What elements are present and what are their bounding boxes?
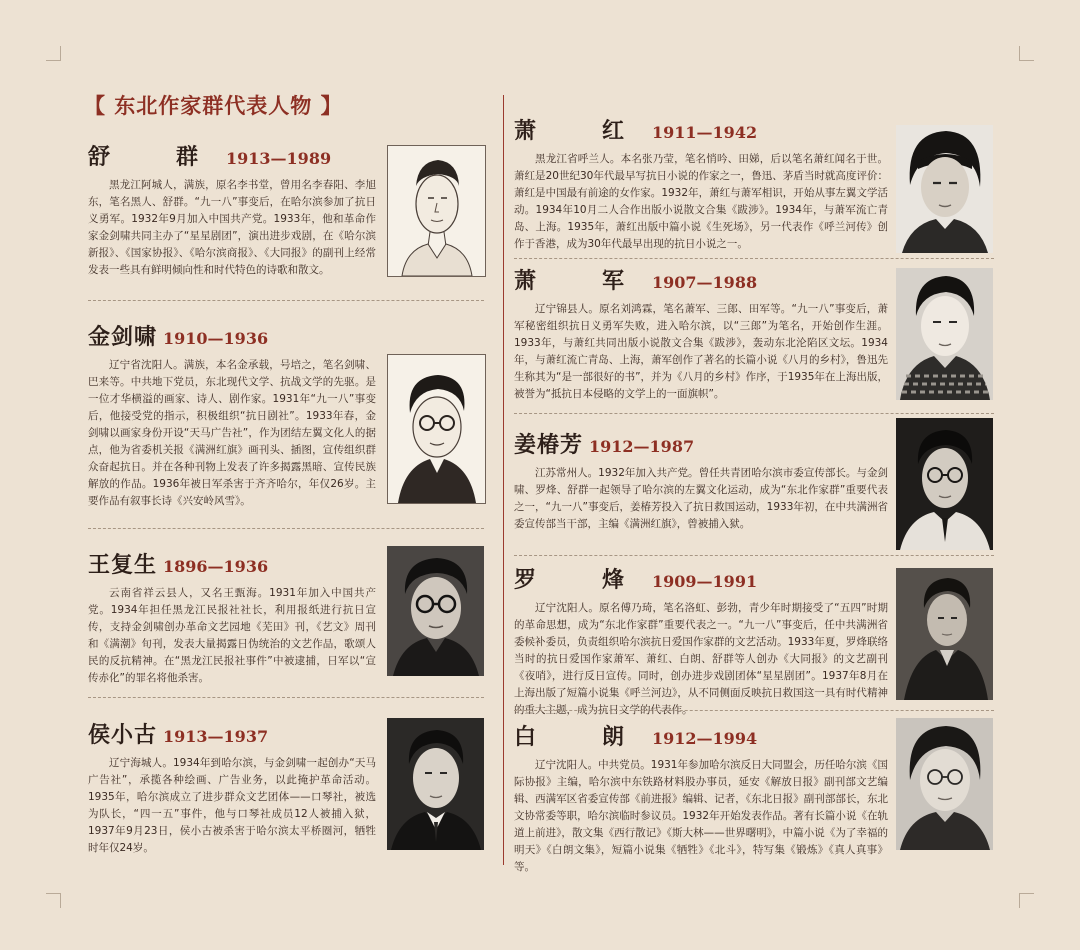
portrait-xiao-jun bbox=[896, 268, 993, 400]
author-entry-wang-fusheng bbox=[88, 548, 376, 687]
author-bio: 辽宁锦县人。原名刘鸿霖，笔名萧军、三郎、田军等。“九一八”事变后，萧军秘密组织抗日义勇军失败，进入哈尔滨，以“三郎”为笔名，开始创作生涯。1933年，与萧红共同出版小说散文合集《跋涉》，轰动东北沦陷区文坛。1934年，与萧红流亡青岛、上海，萧军创作了著名的长篇小说《八月的乡村》，鲁迅先生称其为“是一部很好的书”，并为《八月的乡村》作序，于1935年在上海出版，被誉为“抵抗日本侵略的文学上的一面旗帜”。 bbox=[514, 303, 888, 400]
entry-separator bbox=[514, 710, 994, 711]
author-years: 1913—1937 bbox=[163, 727, 269, 746]
author-name: 姜椿芳 bbox=[514, 432, 584, 458]
crop-mark-top-left bbox=[46, 46, 61, 61]
author-entry-xiao-jun bbox=[514, 264, 888, 403]
author-years: 1912—1987 bbox=[589, 437, 695, 456]
author-bio: 江苏常州人。1932年加入共产党。曾任共青团哈尔滨市委宣传部长。与金剑啸、罗烽、舒群一起领导了哈尔滨的左翼文化运动，成为“东北作家群”重要代表之一，“九一八”事变后，姜椿芳投入了抗日救国运动，1933年初，在中共满洲省委宣传部当干部，主编《满洲红旗》，曾被捕入狱。 bbox=[514, 467, 888, 530]
author-entry-hou-xiaogu bbox=[88, 718, 376, 857]
portrait-sketch-image bbox=[388, 355, 485, 503]
portrait-jin-jianxiao bbox=[387, 354, 486, 504]
author-years: 1896—1936 bbox=[163, 557, 269, 576]
portrait-photo-image bbox=[387, 718, 484, 850]
crop-mark-bottom-left bbox=[46, 893, 61, 908]
portrait-photo-image bbox=[896, 418, 993, 550]
author-bio: 辽宁海城人。1934年到哈尔滨，与金剑啸一起创办“天马广告社”，承揽各种绘画、广告业务，以此掩护革命活动。1935年，哈尔滨成立了进步群众文艺团体——口琴社，被选为队长，“四一五”事件，他与口琴社成员12人被捕入狱，1937年9月23日，侯小古被杀害于哈尔滨太平桥圈河，牺牲时年仅24岁。 bbox=[88, 757, 376, 854]
author-bio: 辽宁省沈阳人。满族，本名金承载，号培之，笔名剑啸、巴来等。中共地下党员，东北现代文学、抗战文学的先驱。是一位才华横溢的画家、诗人、剧作家。1931年“九一八”事变后，他接受党的指示，积极组织“抗日剧社”。1933年春，金剑啸以画家身份开设“天马广告社”，作为团结左翼文化人的据点，他为省委机关报《满洲红旗》画刊头、插图，宣传组织群众奋起抗日。并在各种刊物上发表了许多揭露黑暗、宣传民族解放的作品。1936年被日军杀害于齐齐哈尔，年仅26岁。主要作品有叙事长诗《兴安岭风雪》。 bbox=[88, 359, 376, 507]
portrait-xiao-hong bbox=[896, 125, 993, 253]
crop-mark-top-right bbox=[1019, 46, 1034, 61]
author-years: 1909—1991 bbox=[652, 572, 758, 591]
portrait-shu-qun bbox=[387, 145, 486, 277]
portrait-hou-xiaogu bbox=[387, 718, 484, 850]
author-bio: 黑龙江省呼兰人。本名张乃莹，笔名悄吟、田娣，后以笔名萧红闻名于世。萧红是20世纪30年代最早写抗日小说的作家之一，鲁迅、茅盾当时就高度评价：萧红是中国最有前途的女作家。1932年，萧红与萧军相识，开始从事左翼文学活动。1934年10月二人合作出版小说散文合集《跋涉》。1934年，与萧军流亡青岛、上海。1935年，萧红出版中篇小说《生死场》，另一代表作《呼兰河传》创作于香港，成为30年代最早出现的抗日小说之一。 bbox=[514, 153, 888, 250]
author-years: 1912—1994 bbox=[652, 729, 758, 748]
column-divider bbox=[503, 95, 504, 865]
portrait-photo-image bbox=[896, 718, 993, 850]
author-years: 1907—1988 bbox=[652, 273, 758, 292]
portrait-photo-image bbox=[896, 125, 993, 253]
section-title: 【 东北作家群代表人物 】 bbox=[84, 93, 343, 118]
author-bio: 云南省祥云县人，又名王甄海。1931年加入中国共产党。1934年担任黑龙江民报社社长，利用报纸进行抗日宣传，支持金剑啸创办革命文艺园地《芜田》刊，《艺文》周刊和《满潮》旬刊，发表大量揭露日伪统治的文艺作品，歌颂人民的反抗精神。在“黑龙江民报社事件”中被逮捕，日军以“宣传赤化”的罪名将他杀害。 bbox=[88, 587, 376, 684]
author-entry-xiao-hong bbox=[514, 114, 888, 253]
author-name: 侯小古 bbox=[88, 722, 158, 748]
portrait-wang-fusheng bbox=[387, 546, 484, 676]
entry-separator bbox=[514, 555, 994, 556]
author-entry-shu-qun bbox=[88, 140, 376, 279]
portrait-photo-image bbox=[387, 546, 484, 676]
entry-separator bbox=[514, 413, 994, 414]
author-years: 1911—1942 bbox=[652, 123, 758, 142]
entry-separator bbox=[88, 300, 484, 301]
entry-separator bbox=[88, 697, 484, 698]
entry-separator bbox=[88, 528, 484, 529]
portrait-jiang-chunfang bbox=[896, 418, 993, 550]
author-name: 萧 红 bbox=[514, 118, 647, 144]
author-entry-jin-jianxiao bbox=[88, 320, 376, 510]
entry-separator bbox=[514, 258, 994, 259]
portrait-bai-lang bbox=[896, 718, 993, 850]
portrait-photo-image bbox=[896, 568, 993, 700]
author-entry-bai-lang bbox=[514, 720, 888, 876]
portrait-sketch-image bbox=[388, 146, 485, 276]
author-name: 王复生 bbox=[88, 552, 158, 578]
author-name: 舒 群 bbox=[88, 144, 221, 170]
author-entry-jiang-chunfang bbox=[514, 428, 888, 533]
author-bio: 辽宁沈阳人。中共党员。1931年参加哈尔滨反日大同盟会，历任哈尔滨《国际协报》主编，哈尔滨中东铁路材料股办事员，延安《解放日报》副刊部文艺编辑、西满军区省委宣传部《前进报》编辑、记者，《东北日报》副刊部部长，东北文协常委等职，哈尔滨临时参议员。1932年开始发表作品。著有长篇小说《在轨道上前进》，散文集《西行散记》《斯大林——世界曙明》，中篇小说《为了幸福的明天》《白朗文集》，短篇小说集《牺牲》《北斗》，特写集《锻炼》《真人真事》等。 bbox=[514, 759, 888, 873]
portrait-photo-image bbox=[896, 268, 993, 400]
author-years: 1910—1936 bbox=[163, 329, 269, 348]
author-name: 罗 烽 bbox=[514, 567, 647, 593]
author-entry-luo-feng bbox=[514, 563, 888, 719]
author-years: 1913—1989 bbox=[226, 149, 332, 168]
portrait-luo-feng bbox=[896, 568, 993, 700]
author-name: 白 朗 bbox=[514, 724, 647, 750]
author-name: 萧 军 bbox=[514, 268, 647, 294]
author-bio: 黑龙江阿城人，满族，原名李书堂，曾用名李春阳、李旭东，笔名黑人、舒群。“九一八”事变后，在哈尔滨参加了抗日义勇军。1932年9月加入中国共产党。1933年，他和革命作家金剑啸共同主办了“星星剧团”，演出进步戏剧，在《哈尔滨新报》、《国家协报》、《哈尔滨商报》、《大同报》的副刊上经常发表一些具有鲜明倾向性和时代特色的诗歌和散文。 bbox=[88, 179, 376, 276]
author-bio: 辽宁沈阳人。原名傅乃琦，笔名洛虹、彭勃，青少年时期接受了“五四”时期的革命思想，成为“东北作家群”重要代表之一。“九一八”事变后，任中共满洲省委候补委员，负责组织哈尔滨抗日爱国作家群的文艺活动。1933年夏，罗烽联络当时的抗日爱国作家萧军、萧红、白朗、舒群等人创办《大同报》的文艺副刊《夜哨》，进行反日宣传。同时，创办进步戏剧团体“星星剧团”。1937年8月在上海出版了短篇小说集《呼兰河边》，从不同侧面反映抗日救国这一具有时代精神的重大主题，成为抗日文学的代表作。 bbox=[514, 602, 888, 716]
crop-mark-bottom-right bbox=[1019, 893, 1034, 908]
author-name: 金剑啸 bbox=[88, 324, 158, 350]
